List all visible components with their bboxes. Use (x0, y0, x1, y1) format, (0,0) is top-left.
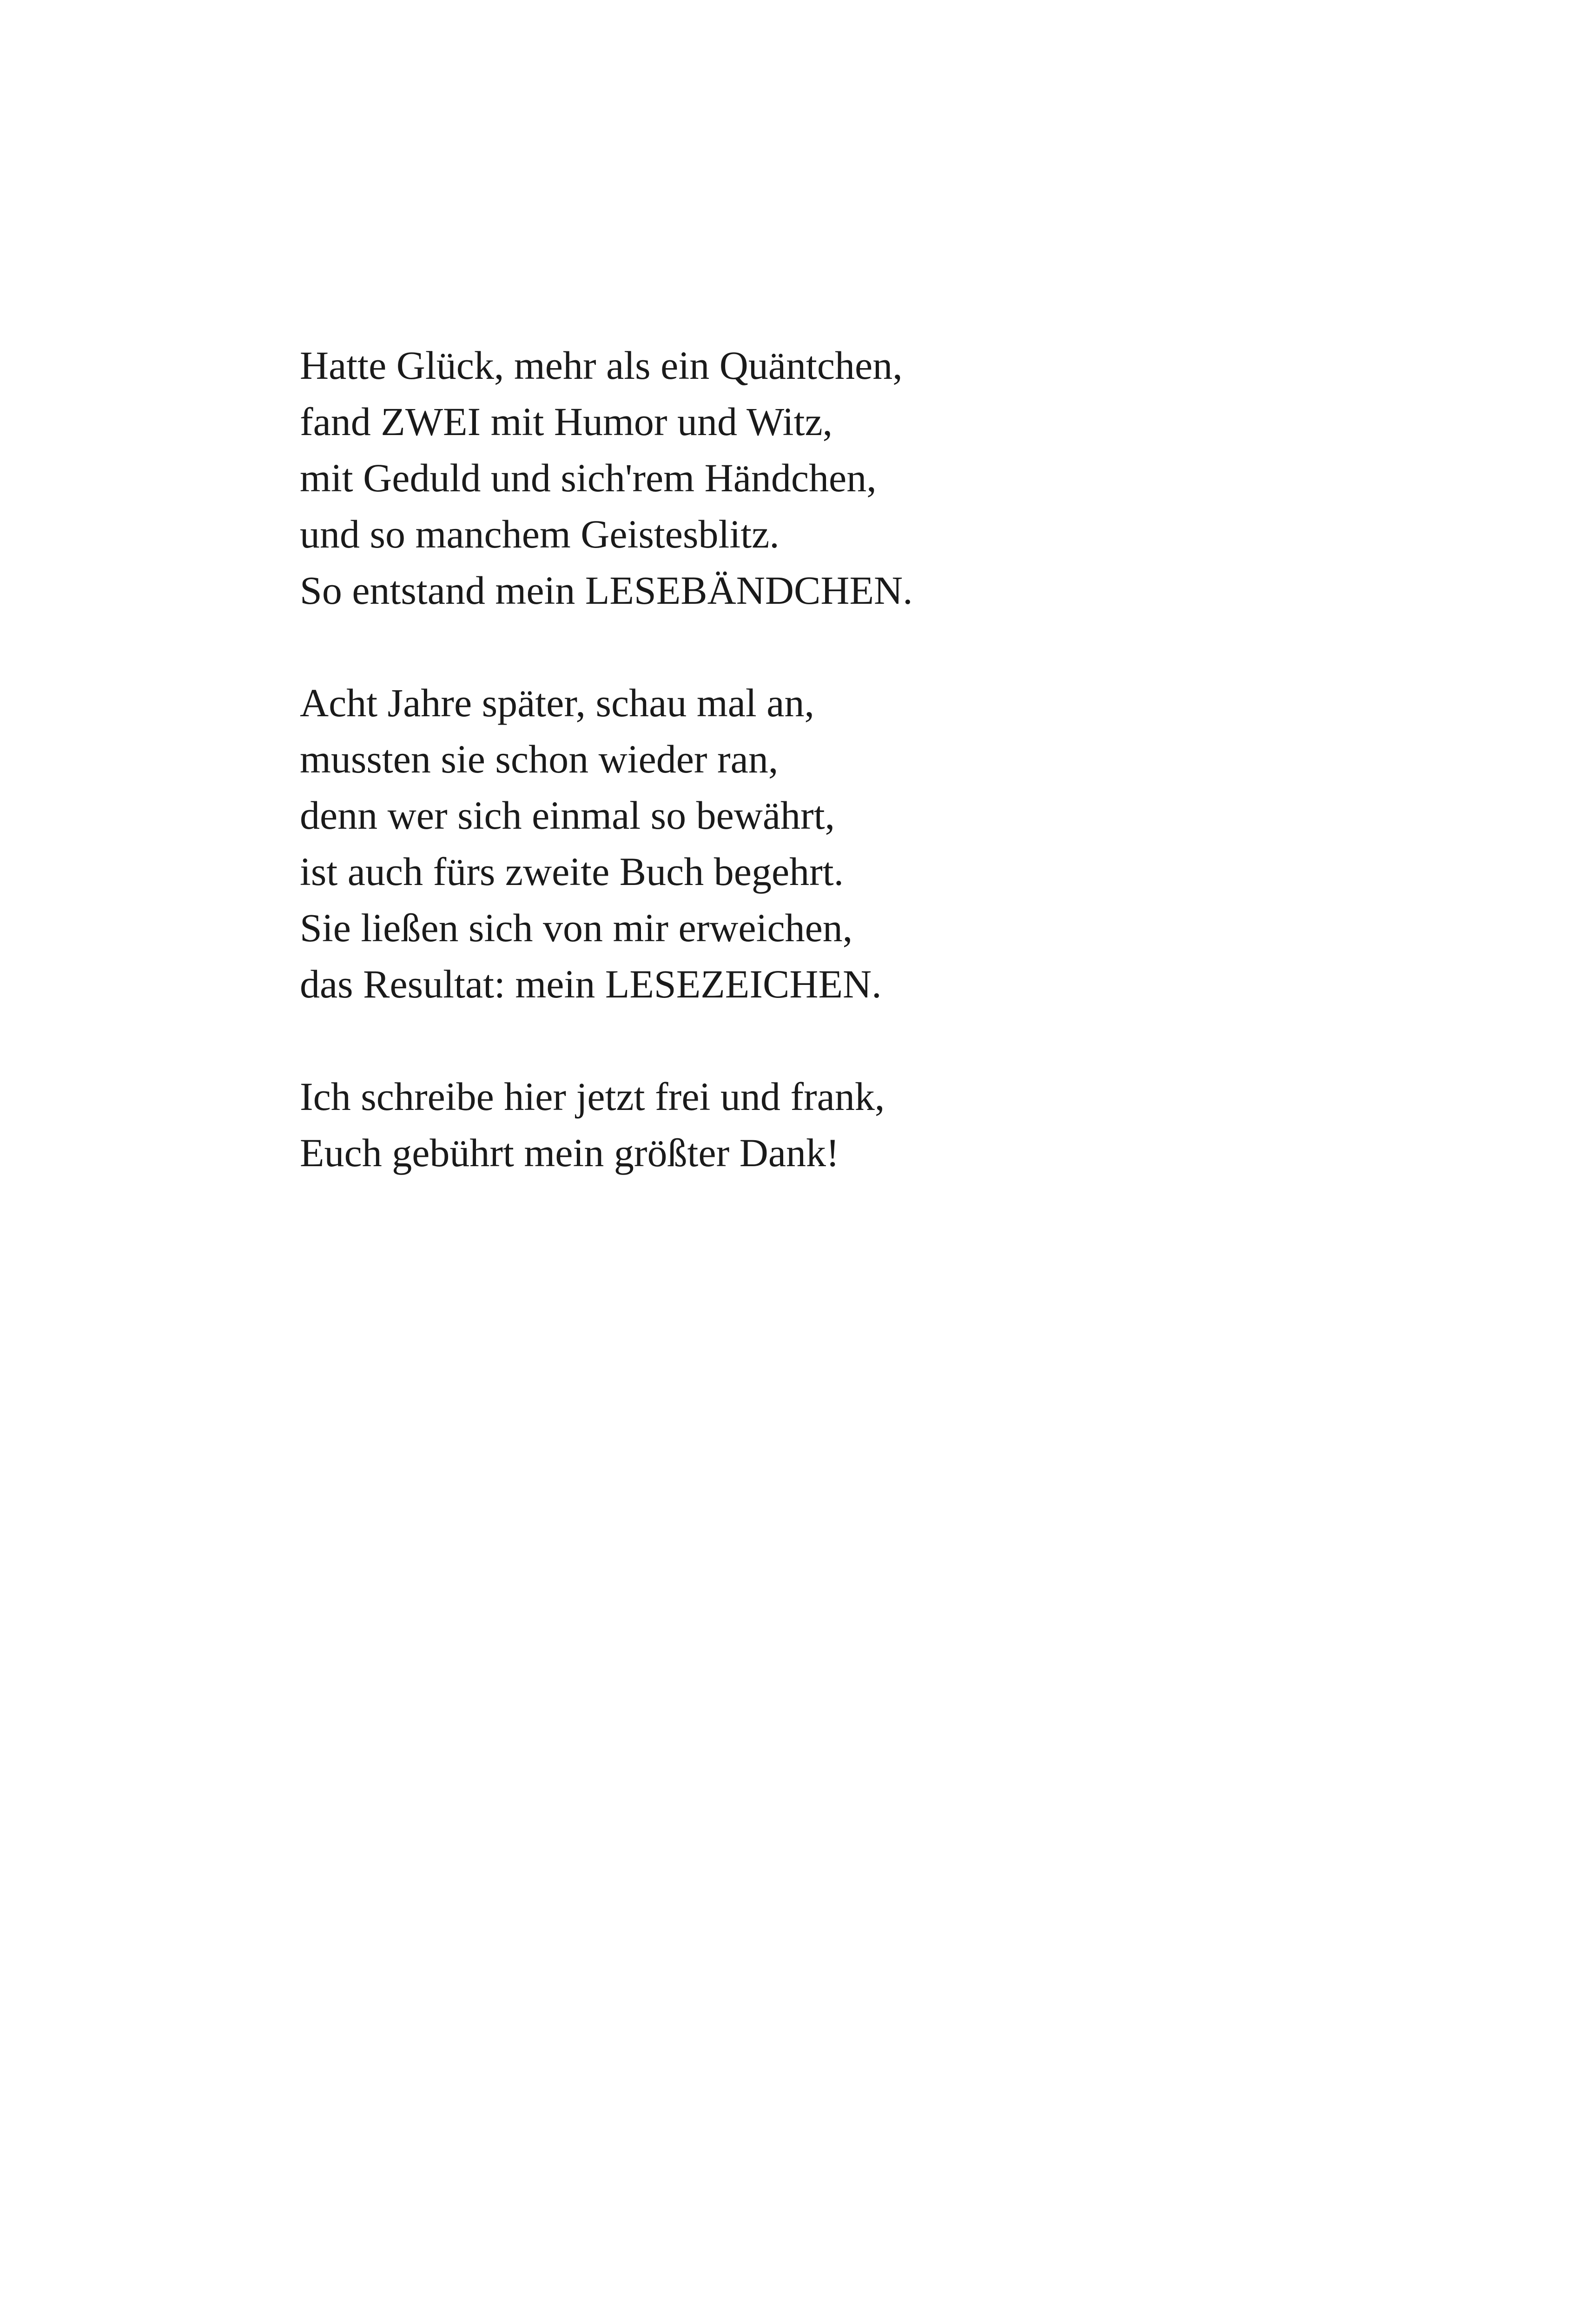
poem-line: mit Geduld und sich'rem Händchen, (300, 456, 877, 500)
stanza-3 (300, 1069, 1415, 1181)
poem-line: fand ZWEI mit Humor und Witz, (300, 399, 833, 444)
poem-line: das Resultat: mein LESEZEICHEN. (300, 962, 882, 1006)
poem-line: denn wer sich einmal so bewährt, (300, 793, 835, 838)
poem-line: So entstand mein LESEBÄNDCHEN. (300, 568, 913, 613)
poem-line: Euch gebührt mein größter Dank! (300, 1130, 839, 1175)
stanza-1 (300, 337, 1415, 619)
poem-line: Sie ließen sich von mir erweichen, (300, 905, 853, 950)
stanza-2 (300, 675, 1415, 1012)
poem-line: und so manchem Geistesblitz. (300, 512, 779, 556)
poem-line: Ich schreibe hier jetzt frei und frank, (300, 1074, 885, 1119)
poem-line: mussten sie schon wieder ran, (300, 737, 779, 781)
poem-line: Acht Jahre später, schau mal an, (300, 680, 814, 725)
poem-line: ist auch fürs zweite Buch begehrt. (300, 849, 844, 894)
poem-line: Hatte Glück, mehr als ein Quäntchen, (300, 343, 903, 388)
poem (300, 337, 1415, 1181)
